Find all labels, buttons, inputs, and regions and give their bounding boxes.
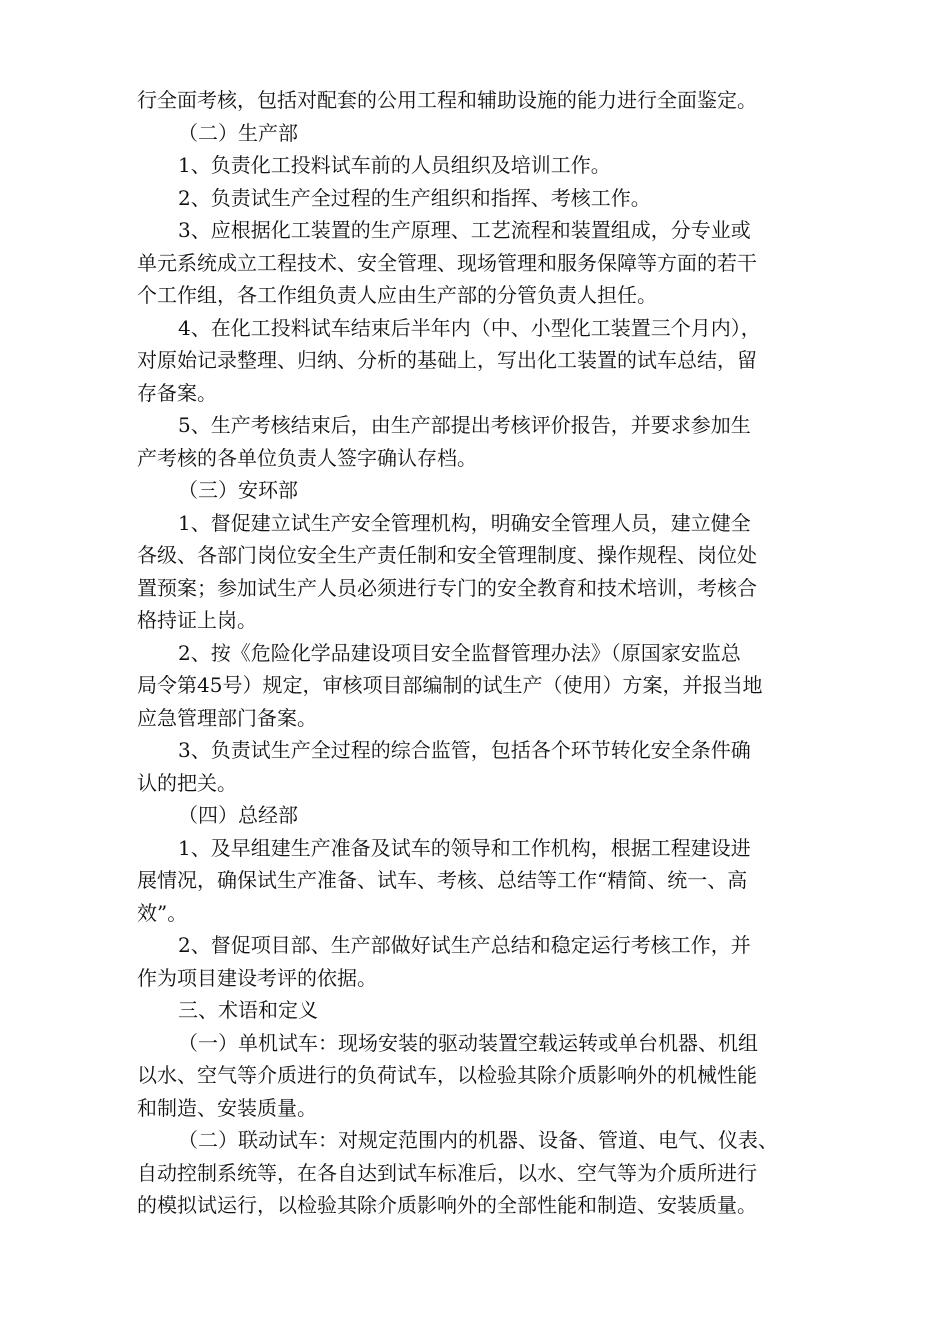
text-line: 作为项目建设考评的依据。 — [137, 965, 377, 990]
text-line: 认的把关。 — [137, 770, 237, 795]
text-line: 自动控制系统等，在各自达到试车标准后，以水、空气等为介质所进行 — [137, 1160, 757, 1185]
section-heading-general-management: （四）总经部 — [178, 803, 298, 827]
text-line: 2、督促项目部、生产部做好试生产总结和稳定运行考核工作，并 — [178, 933, 751, 957]
section-heading-safety: （三）安环部 — [178, 478, 298, 502]
text-line: 3、负责试生产全过程的综合监管，包括各个环节转化安全条件确 — [178, 738, 751, 762]
text-line: 行全面考核，包括对配套的公用工程和辅助设施的能力进行全面鉴定。 — [137, 88, 757, 112]
text-line: 置预案；参加试生产人员必须进行专门的安全教育和技术培训，考核合 — [137, 575, 757, 600]
text-line: 和制造、安装质量。 — [137, 1095, 317, 1120]
text-line: 5、生产考核结束后，由生产部提出考核评价报告，并要求参加生 — [178, 413, 751, 437]
text-line: 个工作组，各工作组负责人应由生产部的分管负责人担任。 — [137, 283, 657, 307]
text-line: 1、及早组建生产准备及试车的领导和工作机构，根据工程建设进 — [178, 835, 751, 860]
text-line: 对原始记录整理、归纳、分析的基础上，写出化工装置的试车总结，留 — [137, 348, 757, 372]
text-line: 局令第45号）规定，审核项目部编制的试生产（使用）方案，并报当地 — [137, 673, 763, 697]
text-line: 2、按《危险化学品建设项目安全监督管理办法》（原国家安监总 — [178, 640, 741, 665]
text-line: 1、负责化工投料试车前的人员组织及培训工作。 — [178, 153, 611, 177]
text-line: 3、应根据化工装置的生产原理、工艺流程和装置组成，分专业或 — [178, 218, 751, 242]
text-line: 1、督促建立试生产安全管理机构，明确安全管理人员，建立健全 — [178, 510, 751, 535]
text-line: 的模拟试运行，以检验其除介质影响外的全部性能和制造、安装质量。 — [137, 1193, 757, 1217]
section-heading-terms: 三、术语和定义 — [178, 998, 318, 1022]
text-line: 4、在化工投料试车结束后半年内（中、小型化工装置三个月内）， — [178, 315, 761, 340]
text-line: 各级、各部门岗位安全生产责任制和安全管理制度、操作规程、岗位处 — [137, 543, 757, 567]
text-line: 2、负责试生产全过程的生产组织和指挥、考核工作。 — [178, 185, 651, 210]
text-line: 效”。 — [137, 900, 188, 925]
text-line: （一）单机试车：现场安装的驱动装置空载运转或单台机器、机组 — [178, 1030, 758, 1055]
text-line: 以水、空气等介质进行的负荷试车，以检验其除介质影响外的机械性能 — [137, 1063, 757, 1087]
text-line: 产考核的各单位负责人签字确认存档。 — [137, 445, 477, 470]
text-line: （二）联动试车：对规定范围内的机器、设备、管道、电气、仪表、 — [178, 1128, 778, 1152]
document-page — [137, 84, 837, 1222]
text-line: 存备案。 — [137, 380, 217, 405]
text-line: 展情况，确保试生产准备、试车、考核、总结等工作“精简、统一、高 — [137, 868, 748, 892]
text-line: 单元系统成立工程技术、安全管理、现场管理和服务保障等方面的若干 — [137, 250, 757, 275]
text-line: 格持证上岗。 — [137, 608, 257, 632]
text-line: 应急管理部门备案。 — [137, 705, 317, 730]
section-heading-production: （二）生产部 — [178, 120, 298, 145]
